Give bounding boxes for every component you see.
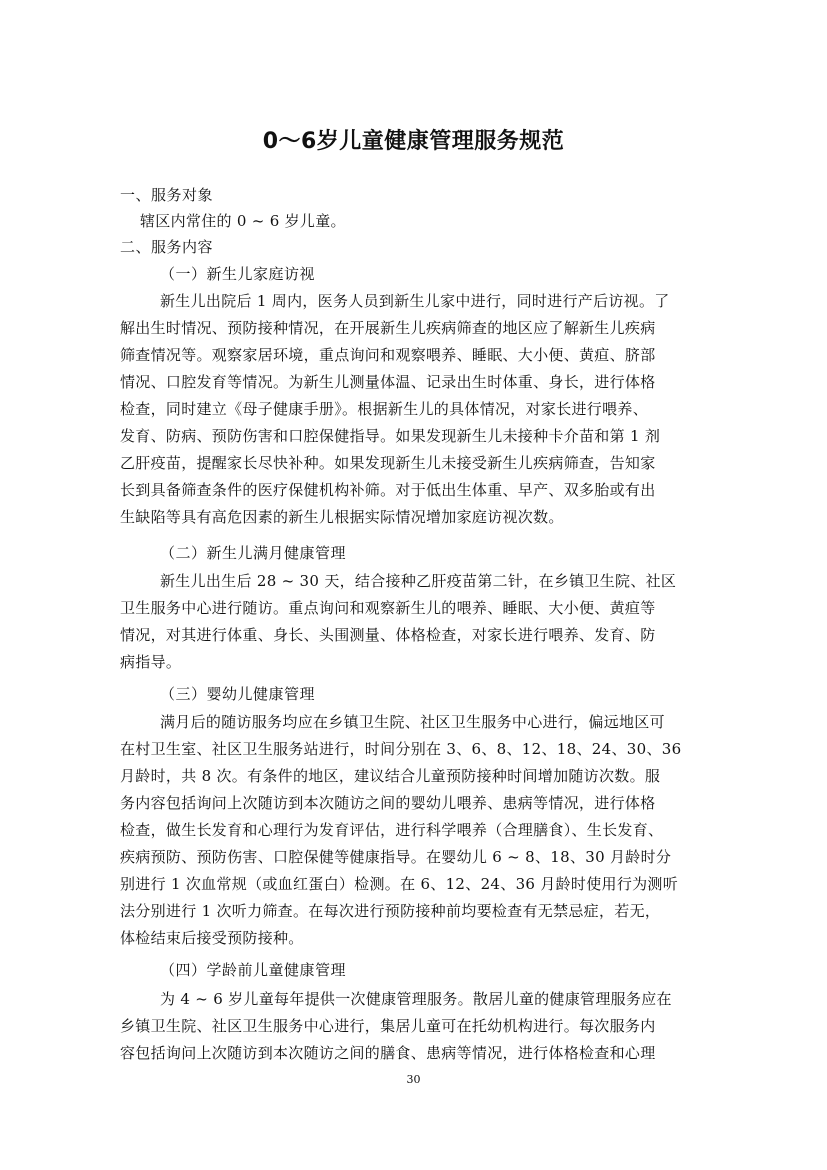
subsection-heading-infant: （三）婴幼儿健康管理 bbox=[160, 685, 316, 703]
paragraph-line: 病指导。 bbox=[120, 653, 182, 671]
page-number: 30 bbox=[406, 1073, 421, 1086]
paragraph-line: 情况、口腔发育等情况。为新生儿测量体温、记录出生时体重、身长，进行体格 bbox=[120, 373, 656, 391]
paragraph-line: 情况，对其进行体重、身长、头围测量、体格检查，对家长进行喂养、发育、防 bbox=[120, 626, 656, 644]
paragraph-line: 务内容包括询问上次随访到本次随访之间的婴幼儿喂养、患病等情况，进行体格 bbox=[120, 794, 656, 812]
paragraph-line: 体检结束后接受预防接种。 bbox=[120, 929, 304, 947]
paragraph-line: 解出生时情况、预防接种情况，在开展新生儿疾病筛查的地区应了解新生儿疾病 bbox=[120, 319, 656, 337]
paragraph-line: 长到具备筛查条件的医疗保健机构补筛。对于低出生体重、早产、双多胎或有出 bbox=[120, 481, 656, 499]
paragraph-line: 卫生服务中心进行随访。重点询问和观察新生儿的喂养、睡眠、大小便、黄疸等 bbox=[120, 599, 656, 617]
subsection-heading-preschool: （四）学龄前儿童健康管理 bbox=[160, 961, 347, 979]
paragraph-line: 筛查情况等。观察家居环境，重点询问和观察喂养、睡眠、大小便、黄疸、脐部 bbox=[120, 346, 656, 364]
paragraph-line: 月龄时，共 8 次。有条件的地区，建议结合儿童预防接种时间增加随访次数。服 bbox=[120, 767, 661, 785]
page-title: 0～6岁儿童健康管理服务规范 bbox=[262, 129, 565, 154]
section-heading-service-content: 二、服务内容 bbox=[120, 238, 214, 256]
subsection-heading-newborn-visit: （一）新生儿家庭访视 bbox=[160, 265, 316, 283]
paragraph-line: 辖区内常住的 0 ~ 6 岁儿童。 bbox=[140, 212, 346, 230]
paragraph-line: 别进行 1 次血常规（或血红蛋白）检测。在 6、12、24、36 月龄时使用行为测听 bbox=[120, 875, 679, 893]
paragraph-line: 新生儿出生后 28 ~ 30 天，结合接种乙肝疫苗第二针，在乡镇卫生院、社区 bbox=[160, 572, 677, 590]
paragraph-line: 在村卫生室、社区卫生服务站进行，时间分别在 3、6、8、12、18、24、30、36 bbox=[120, 740, 682, 758]
paragraph-line: 新生儿出院后 1 周内，医务人员到新生儿家中进行，同时进行产后访视。了 bbox=[160, 292, 670, 310]
paragraph-line: 乡镇卫生院、社区卫生服务中心进行，集居儿童可在托幼机构进行。每次服务内 bbox=[120, 1017, 656, 1035]
paragraph-line: 检查，做生长发育和心理行为发育评估，进行科学喂养（合理膳食）、生长发育、 bbox=[120, 821, 664, 839]
paragraph-line: 容包括询问上次随访到本次随访之间的膳食、患病等情况，进行体格检查和心理 bbox=[120, 1044, 656, 1062]
paragraph-line: 满月后的随访服务均应在乡镇卫生院、社区卫生服务中心进行，偏远地区可 bbox=[160, 713, 665, 731]
paragraph-line: 疾病预防、预防伤害、口腔保健等健康指导。在婴幼儿 6 ~ 8、18、30 月龄时分 bbox=[120, 848, 672, 866]
paragraph-line: 法分别进行 1 次听力筛查。在每次进行预防接种前均要检查有无禁忌症，若无， bbox=[120, 902, 661, 920]
paragraph-line: 为 4 ~ 6 岁儿童每年提供一次健康管理服务。散居儿童的健康管理服务应在 bbox=[160, 990, 672, 1008]
paragraph-line: 乙肝疫苗，提醒家长尽快补种。如果发现新生儿未接受新生儿疾病筛查，告知家 bbox=[120, 454, 656, 472]
subsection-heading-newborn-month: （二）新生儿满月健康管理 bbox=[160, 544, 347, 562]
paragraph-line: 生缺陷等具有高危因素的新生儿根据实际情况增加家庭访视次数。 bbox=[120, 508, 564, 526]
paragraph-line: 发育、防病、预防伤害和口腔保健指导。如果发现新生儿未接种卡介苗和第 1 剂 bbox=[120, 427, 661, 445]
paragraph-line: 检查，同时建立《母子健康手册》。根据新生儿的具体情况，对家长进行喂养、 bbox=[120, 400, 649, 418]
section-heading-service-target: 一、服务对象 bbox=[120, 186, 214, 204]
